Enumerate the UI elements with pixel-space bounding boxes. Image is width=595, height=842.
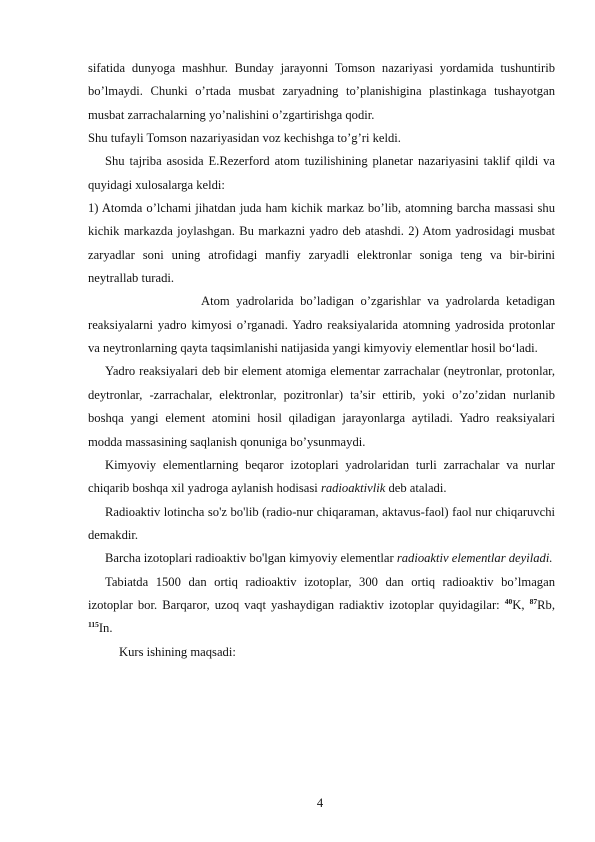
isotope-rb-symbol: Rb, [537,597,555,612]
page-number: 4 [316,796,324,810]
paragraph-radioactive-etymology: Radioaktiv lotincha so'z bo'lib (radio-nur chiqaraman, aktavus-faol) faol nur chiqaruvchi demakdir. [88,504,555,542]
paragraph-nuclear-reactions: Yadro reaksiyalari deb bir element atomiga elementar zarrachalar (neytronlar, protonlar, deytronlar, -zarrachalar, elektronlar, pozitronlar) ta’sir ettirib, yoki o’zo’zidan nurlanib boshqa yangi element atomini hosil qiladigan jarayonlarga aytiladi. Yadro reaksiyalari modda massasining saqlanish qonuniga bo’ysunmaydi. [88,364,555,449]
paragraph-course-goal: Kurs ishining maqsadi: [119,644,236,659]
radioactive-elements-text: Barcha izotoplari radioaktiv bo'lgan kimyoviy elementlar [105,551,397,566]
term-radioaktiv-elementlar: radioaktiv elementlar deyiladi. [396,551,553,566]
isotope-rb-mass: 87 [529,596,538,606]
paragraph-tomson-rejected: Shu tufayli Tomson nazariyasidan voz kechishga to’g’ri keldi. [88,131,401,146]
isotopes-text: Tabiatda 1500 dan ortiq radioaktiv izotoplar, 300 dan ortiq radioaktiv bo’lmagan izotoplar bor. Barqaror, uzoq vaqt yashaydigan radiaktiv izotoplar quyidagilar: [88,574,555,612]
isotope-k-mass: 40 [504,596,513,606]
radioactivity-text-start: Kimyoviy elementlarning beqaror izotoplari yadrolaridan turli zarrachalar va nurlar chiqarib boshqa xil yadroga aylanish hodisasi [88,457,555,496]
term-radioaktivlik: radioaktivlik [320,481,386,496]
paragraph-radioactive-elements [88,547,555,570]
page-body [88,57,555,664]
paragraph-isotopes [88,571,555,641]
paragraph-radioactivity-definition [88,454,555,501]
paragraph-rutherford-experiment: Shu tajriba asosida E.Rezerford atom tuzilishining planetar nazariyasini taklif qildi va quyidagi xulosalarga keldi: [88,154,555,192]
isotope-in-mass: 115 [88,620,99,630]
paragraph-nuclear-chemistry: Atom yadrolarida bo’ladigan o’zgarishlar va yadrolarda ketadigan reaksiyalarni yadro kimyosi o’rganadi. Yadro reaksiyalarida atomning yadrosida protonlar va neytronlarning qayta taqsimlanishi natijasida yangi kimyoviy elementlar hosil bo‘ladi. [88,294,555,356]
isotope-k-symbol: K, [512,597,530,612]
paragraph-tomson-theory: sifatida dunyoga mashhur. Bunday jarayonni Tomson nazariyasi yordamida tushuntirib bo’lmaydi. Chunki o’rtada musbat zaryadning to’planishigina plastinkaga tushayotgan musbat zarrachalarning yo’nalishini o’zgartirishga qodir. [88,61,555,122]
paragraph-rutherford-conclusions: 1) Atomda o’lchami jihatdan juda ham kichik markaz bo’lib, atomning barcha massasi shu kichik markazda joylashgan. Bu markazni yadro deb atashdi. 2) Atom yadrosidagi musbat zaryadlar soni uning atrofidagi manfiy zaryadli elektronlar soniga teng va bir-birini neytrallab turadi. [88,201,555,286]
radioactivity-text-end: deb ataladi. [385,481,447,496]
isotope-in-symbol: In. [98,621,113,636]
